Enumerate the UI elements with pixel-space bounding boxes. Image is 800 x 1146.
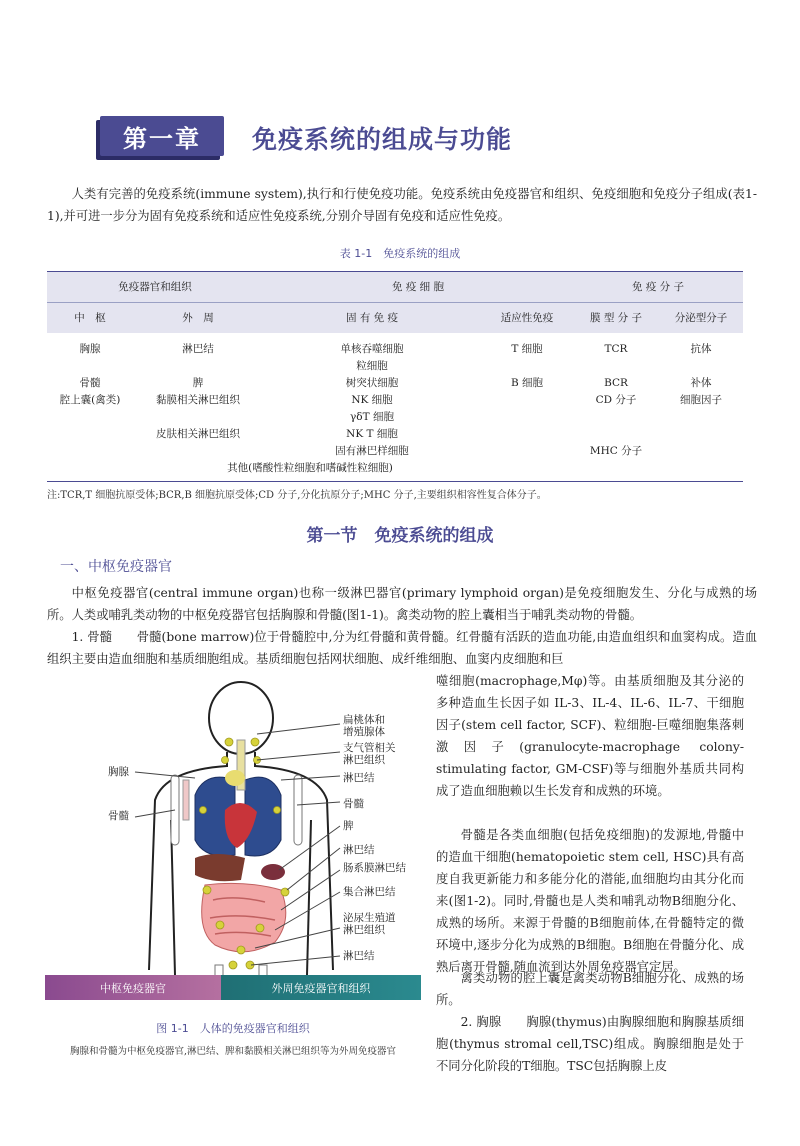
- right-paragraph-1: 噬细胞(macrophage,Mφ)等。由基质细胞及其分泌的多种造血生长因子如 IL-3、IL-4、IL-6、IL-7、干细胞因子(stem cell factor, SCF)、粒细胞-巨噬细胞集落刺激因子(granulocyte-macrophage colony-stimulating factor, GM-CSF)等与细胞外基质共同构成了造血细胞赖以生长发育和成熟的环境。: [436, 674, 744, 798]
- table-cell: T 细胞: [511, 343, 543, 355]
- table-cell: [659, 426, 743, 443]
- thymus-icon: [225, 770, 245, 786]
- table-cell: 抗体: [690, 343, 712, 355]
- label-aggregated: 集合淋巴结: [343, 886, 396, 898]
- table-cell: MHC 分子: [589, 445, 643, 457]
- label-tonsil: 扁桃体和 增殖腺体: [343, 714, 385, 738]
- label-mesenteric: 肠系膜淋巴结: [343, 862, 406, 874]
- table-note: 注:TCR,T 细胞抗原受体;BCR,B 细胞抗原受体;CD 分子,分化抗原分子;MHC 分子,主要组织相容性复合体分子。: [47, 490, 547, 501]
- central-organs-bar: 中枢免疫器官: [45, 975, 221, 1000]
- table-caption: 表 1-1 免疫系统的组成: [339, 247, 461, 260]
- table-cell-other: 其他(嗜酸性粒细胞和嗜碱性粒细胞): [47, 460, 573, 482]
- table-cell: [573, 409, 659, 426]
- right-paragraph-3: 禽类动物的腔上囊是禽类动物B细胞分化、成熟的场所。: [436, 971, 744, 1007]
- label-urogenital: 泌尿生殖道 淋巴组织: [343, 912, 396, 936]
- bone-marrow-icon: [183, 780, 189, 820]
- column-header: 固 有 免 疫: [263, 303, 481, 334]
- table-cell: NK 细胞: [351, 394, 393, 406]
- table-cell: [659, 358, 743, 375]
- label-lymph-node-1: 淋巴结: [343, 772, 375, 784]
- group-cells: 免 疫 细 胞: [263, 272, 573, 303]
- table-column-header: [47, 303, 743, 334]
- chapter-badge: 第一章: [100, 116, 224, 156]
- table-cell: [481, 426, 573, 443]
- table-cell: 骨髓: [79, 377, 101, 389]
- table-row: [47, 443, 743, 460]
- table-cell: γδT 细胞: [350, 411, 394, 423]
- column-header: 适应性免疫: [481, 303, 573, 334]
- table-cell: 脾: [192, 377, 204, 389]
- table-cell: CD 分子: [595, 394, 637, 406]
- table-cell: 胸腺: [79, 343, 101, 355]
- immune-system-table: [47, 271, 743, 482]
- table-cell: 淋巴结: [182, 343, 214, 355]
- label-bronchus: 支气管相关 淋巴组织: [343, 742, 396, 766]
- subsection-title: 一、中枢免疫器官: [60, 559, 172, 575]
- table-cell: 皮肤相关淋巴组织: [156, 428, 240, 440]
- table-row: [47, 392, 743, 409]
- column-header: 膜 型 分 子: [573, 303, 659, 334]
- chapter-title: 免疫系统的组成与功能: [252, 125, 513, 154]
- label-lymph-node-3: 淋巴结: [343, 950, 375, 962]
- table-row: [47, 375, 743, 392]
- column-header: 外 周: [133, 303, 263, 334]
- table-cell: 单核吞噬细胞: [340, 343, 404, 355]
- label-lymph-node-2: 淋巴结: [343, 844, 375, 856]
- table-row: [47, 341, 743, 358]
- label-spleen: 脾: [343, 820, 354, 832]
- table-row: [47, 409, 743, 426]
- liver-icon: [195, 854, 245, 881]
- table-cell: TCR: [604, 343, 628, 355]
- figure-description: 胸腺和骨髓为中枢免疫器官,淋巴结、脾和黏膜相关淋巴组织等为外周免疫器官: [69, 1046, 397, 1057]
- table-row-other: [47, 460, 743, 482]
- table-cell: [481, 392, 573, 409]
- right-paragraph-2: 骨髓是各类血细胞(包括免疫细胞)的发源地,骨髓中的造血干细胞(hematopoietic stem cell, HSC)具有高度自我更新能力和多能分化的潜能,血细胞均由其分化而来(图1-2)。同时,骨髓也是人类和哺乳动物B细胞分化、成熟的场所。来源于骨髓的B细胞前体,在骨髓特定的微环境中,逐步分化为成熟的B细胞。B细胞在骨髓分化、成熟后离开骨髓,随血流到达外周免疫器官定居。: [436, 828, 744, 974]
- table-cell: B 细胞: [510, 377, 544, 389]
- right-paragraph-4: 2. 胸腺 胸腺(thymus)由胸腺细胞和胸腺基质细胞(thymus stromal cell,TSC)组成。胸腺细胞是处于不同分化阶段的T细胞。TSC包括胸腺上皮: [436, 1015, 744, 1073]
- table-cell: [133, 358, 263, 375]
- table-row: [47, 358, 743, 375]
- table-cell: [481, 443, 573, 460]
- section-title: 第一节 免疫系统的组成: [306, 526, 494, 546]
- group-organs: 免疫器官和组织: [47, 272, 263, 303]
- table-group-header: [47, 272, 743, 303]
- body-paragraph-central-organs: 中枢免疫器官(central immune organ)也称一级淋巴器官(primary lymphoid organ)是免疫细胞发生、分化与成熟的场所。人类或哺乳类动物的中枢免疫器官包括胸腺和骨髓(图1-1)。禽类动物的腔上囊相当于哺乳类动物的骨髓。: [47, 586, 757, 622]
- table-cell: 粒细胞: [356, 360, 388, 372]
- label-bone-marrow-right: 骨髓: [343, 798, 364, 810]
- table-cell: [573, 426, 659, 443]
- table-cell: [133, 409, 263, 426]
- table-cell: [47, 426, 133, 443]
- table-cell: [481, 358, 573, 375]
- table-cell: [481, 409, 573, 426]
- table-cell: BCR: [604, 377, 628, 389]
- group-molecules: 免 疫 分 子: [573, 272, 743, 303]
- table-cell: 腔上囊(禽类): [59, 394, 121, 406]
- table-cell: [659, 409, 743, 426]
- table-cell: 黏膜相关淋巴组织: [156, 394, 240, 406]
- table-cell: [573, 358, 659, 375]
- table-cell: [47, 409, 133, 426]
- table-cell: [133, 443, 263, 460]
- table-cell: 树突状细胞: [345, 377, 399, 389]
- table-row: [47, 426, 743, 443]
- intro-paragraph: 人类有完善的免疫系统(immune system),执行和行使免疫功能。免疫系统由免疫器官和组织、免疫细胞和免疫分子组成(表1-1),并可进一步分为固有免疫系统和适应性免疫系统,分别介导固有免疫和适应性免疫。: [47, 187, 757, 223]
- column-header: 中 枢: [47, 303, 133, 334]
- column-header: 分泌型分子: [659, 303, 743, 334]
- table-cell: 固有淋巴样细胞: [335, 445, 409, 457]
- table-cell: NK T 细胞: [346, 428, 398, 440]
- spleen-icon: [261, 864, 285, 880]
- label-thymus: 胸腺: [108, 766, 129, 778]
- table-cell: 细胞因子: [680, 394, 722, 406]
- table-cell: [659, 443, 743, 460]
- figure-caption: 图 1-1 人体的免疫器官和组织: [156, 1022, 310, 1035]
- table-cell: [47, 443, 133, 460]
- body-paragraph-bone-marrow: 1. 骨髓 骨髓(bone marrow)位于骨髓腔中,分为红骨髓和黄骨髓。红骨髓有活跃的造血功能,由造血组织和血窦构成。造血组织主要由造血细胞和基质细胞组成。基质细胞包括网状细胞、成纤维细胞、血窦内皮细胞和巨: [47, 630, 757, 666]
- peripheral-organs-bar: 外周免疫器官和组织: [221, 975, 421, 1000]
- table-cell: [47, 358, 133, 375]
- label-bone-marrow: 骨髓: [108, 810, 129, 822]
- arm-bone-right: [294, 775, 302, 845]
- table-cell: 补体: [690, 377, 712, 389]
